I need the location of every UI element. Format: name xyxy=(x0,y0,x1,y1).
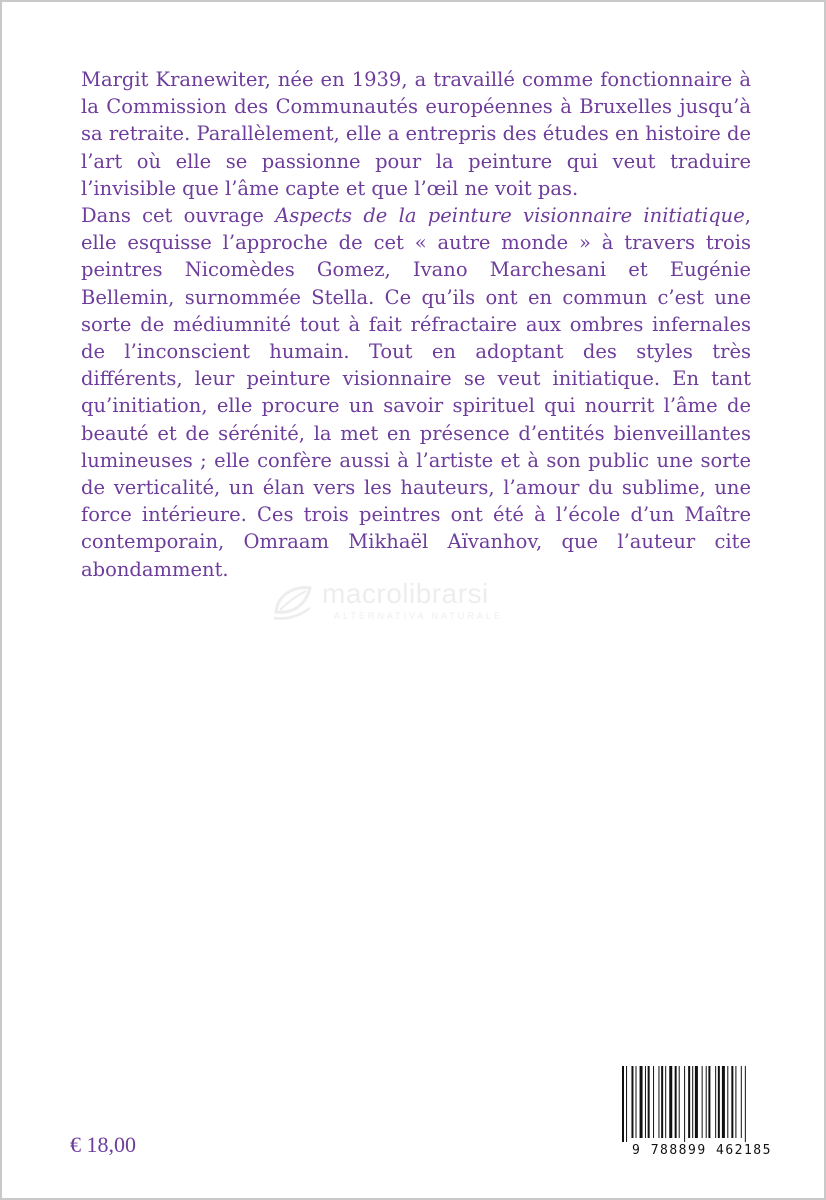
barcode-bar xyxy=(692,1066,693,1138)
barcode-bar xyxy=(706,1066,707,1138)
watermark-name: macrolibrarsi xyxy=(322,578,489,609)
barcode-bar xyxy=(648,1066,650,1138)
book-summary-paragraph xyxy=(81,202,751,583)
barcode-bar xyxy=(669,1066,672,1138)
barcode-bar xyxy=(735,1066,736,1138)
barcode-bar xyxy=(658,1066,659,1138)
bio-line: à la Commission des Communautés européennes à Bruxelles xyxy=(81,68,751,119)
barcode-bar xyxy=(727,1066,728,1138)
leaf-logo-icon xyxy=(270,582,316,622)
price-label: € 18,00 xyxy=(70,1132,136,1157)
barcode-bar xyxy=(702,1066,703,1138)
bio-line: jusqu’à sa retraite. Parallèlement, elle a entrepris des études en xyxy=(81,95,752,146)
barcode-bar xyxy=(718,1066,720,1138)
barcode-bar xyxy=(675,1066,677,1138)
book-title: Aspects de la peinture visionnaire initiatique xyxy=(275,204,745,228)
barcode-bar xyxy=(661,1066,663,1138)
watermark-tagline: ALTERNATIVA NATURALE xyxy=(334,611,503,621)
barcode-bar xyxy=(745,1066,746,1142)
barcode-bar xyxy=(722,1066,725,1138)
barcode-bar xyxy=(684,1066,685,1142)
barcode-bar xyxy=(715,1066,716,1138)
barcode-bar xyxy=(631,1066,633,1138)
barcode-bar xyxy=(695,1066,698,1138)
barcode-bar xyxy=(708,1066,710,1138)
barcode-bar xyxy=(653,1066,654,1138)
isbn-barcode xyxy=(614,1062,790,1162)
summary-prefix: Dans cet ouvrage xyxy=(81,204,276,228)
barcode-bar xyxy=(741,1066,742,1138)
bio-line: traduire l’invisible que l’âme capte et que l’œil ne voit pas. xyxy=(81,149,751,200)
barcode-bar xyxy=(645,1066,646,1138)
barcode-bar xyxy=(731,1066,733,1138)
summary-text: , elle esquisse l’approche de cet « autre monde » à travers trois peintres Nicomèdes Gomez, Ivano Marchesani et Eugénie Bellemin, surnommée Stella. Ce qu’ils ont en commun c’est une sorte de médiumnité tout à fait réfractaire aux ombres infernales de l’inconscient humain. Tout en adoptant des styles très différents, leur peinture visionnaire se veut initiatique. En tant qu’initiation, elle procure un savoir spirituel qui nourrit l’âme de beauté et de sérénité, la met en présence d’entités bienveillantes lumineuses ; elle confère aussi à l’artiste et à son public une sorte de verticalité, un élan vers les hauteurs, l’amour du sublime, une force intérieure. Ces trois peintres ont été à l’école d’un Maître contemporain, Omraam Mikhaël Aïvanhov, que l’auteur cite abondamment. xyxy=(81,204,751,581)
barcode-bar xyxy=(679,1066,680,1138)
barcode-bar xyxy=(665,1066,666,1138)
bio-line: Margit Kranewiter, née en 1939, a travaillé comme fonctionnaire xyxy=(81,68,733,91)
barcode-bars xyxy=(620,1066,784,1142)
barcode-bar xyxy=(626,1066,627,1142)
barcode-digits: 9 788899 462185 xyxy=(632,1143,772,1158)
barcode-bar xyxy=(640,1066,643,1138)
barcode-bar xyxy=(636,1066,637,1138)
back-cover-blurb xyxy=(81,66,751,583)
barcode-bar xyxy=(688,1066,690,1138)
barcode-bar xyxy=(622,1066,624,1142)
bio-line: histoire de l’art où elle se passionne pour la peinture qui veut xyxy=(81,122,752,173)
watermark xyxy=(270,580,570,630)
author-bio-paragraph xyxy=(81,66,751,202)
